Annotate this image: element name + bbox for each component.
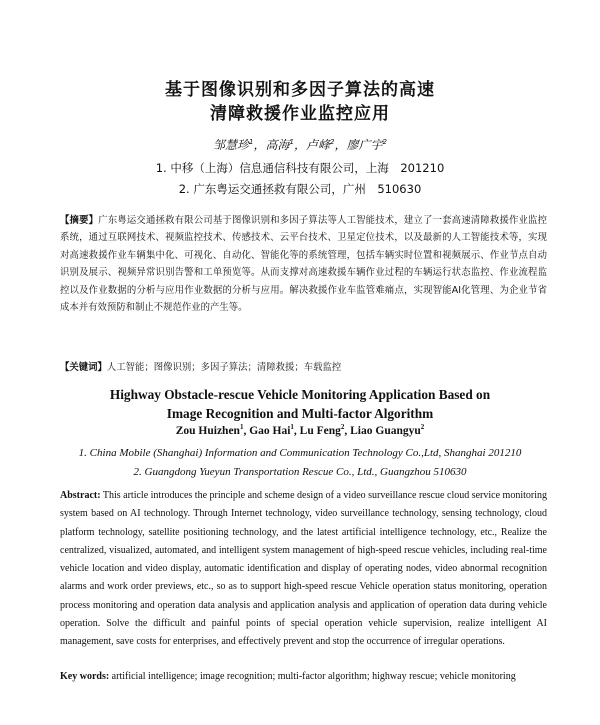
author-affiliation-mark: 1	[249, 138, 254, 146]
author-affiliation-mark: 2	[330, 138, 335, 146]
author-separator: ，	[334, 138, 347, 152]
english-abstract-label: Abstract:	[60, 490, 101, 501]
chinese-keywords	[60, 360, 547, 376]
author-name: 高海	[265, 138, 290, 152]
chinese-abstract-text: 广东粤运交通拯救有限公司基于图像识别和多因子算法等人工智能技术，建立了一套高速清障救援作业监控系统，通过互联网技术、视频监控技术、传感技术、云平台技术、卫星定位技术，以及最新的人工智能技术等，实现对高速救援作业车辆集中化、可视化、自动化、智能化等的系统管理，包括车辆实时位置和视频展示、作业节点自动识别及展示、视频异常识别告警和工单预览等。从而支撑对高速救援车辆作业过程的车辆运行状态监控、作业流程监控以及作业数据的分析与应用作业数据的分析与应用。解决救援作业车监管难痛点，实现智能AI化管理、为企业节省成本并有效预防和制止不规范作业的产生等。	[60, 215, 547, 314]
english-affiliation-2: 2. Guangdong Yueyun Transportation Rescue Co., Ltd., Guangzhou 510630	[133, 466, 467, 478]
chinese-authors	[0, 136, 600, 153]
author-separator: ，	[293, 138, 306, 152]
chinese-affiliation-2: 2. 广东粤运交通拯救有限公司，广州 510630	[178, 182, 422, 196]
author-affiliation-mark: 2	[340, 423, 345, 432]
author-name: Liao Guangyu	[350, 425, 421, 437]
english-title-line-2: Image Recognition and Multi-factor Algorithm	[166, 406, 434, 421]
chinese-title	[0, 78, 600, 126]
author-affiliation-mark: 2	[382, 138, 387, 146]
english-keywords	[60, 668, 547, 686]
english-authors	[0, 425, 600, 437]
author-name: 卢峰	[306, 138, 331, 152]
author-separator: ,	[344, 425, 351, 437]
english-keywords-text: artificial intelligence; image recognition; multi-factor algorithm; highway rescue; vehicle monitoring	[111, 671, 516, 682]
author-affiliation-mark: 1	[239, 423, 244, 432]
english-title	[0, 385, 600, 423]
chinese-keywords-text: 人工智能；图像识别；多因子算法；清障救援；车载监控	[106, 362, 342, 373]
author-name: 廖广宇	[346, 138, 383, 152]
english-keywords-label: Key words:	[60, 671, 110, 682]
chinese-affiliation-1: 1. 中移（上海）信息通信科技有限公司，上海 201210	[155, 161, 445, 175]
author-name: Zou Huizhen	[175, 425, 240, 437]
author-separator: ,	[293, 425, 300, 437]
english-abstract-text: This article introduces the principle and scheme design of a video surveillance rescue cloud service monitoring system based on AI technology. Through Internet technology, video surveillance technology, sensing technology, cloud platform technology, satellite positioning technology, and the latest artificial intelligence technology, etc., Realize the centralized, visualized, automated, and intelligent system management of high-speed rescue vehicles, including real-time vehicle location and video display, automatic identification and display of operating nodes, video abnormal recognition alarms and work order previews, etc., so as to support high-speed rescue Vehicle operation status monitoring, operation process monitoring and operation data analysis and application analysis and application of operation data during vehicle operation. Solve the difficult and painful points of special operation vehicle supervision, realize intelligent AI management, save costs for enterprises, and effectively prevent and stop the occurrence of irregular operations.	[60, 490, 547, 648]
chinese-abstract-label: 【摘要】	[60, 215, 99, 226]
chinese-keywords-label: 【关键词】	[60, 362, 107, 373]
chinese-abstract	[60, 212, 547, 316]
author-separator: ，	[253, 138, 266, 152]
author-separator: ,	[243, 425, 250, 437]
author-name: Gao Hai	[249, 425, 291, 437]
chinese-title-line-1: 基于图像识别和多因子算法的高速	[165, 80, 435, 100]
author-name: 邹慧珍	[213, 138, 250, 152]
author-name: Lu Feng	[299, 425, 341, 437]
author-affiliation-mark: 1	[290, 423, 294, 432]
chinese-title-line-2: 清障救援作业监控应用	[210, 104, 390, 124]
english-title-line-1: Highway Obstacle-rescue Vehicle Monitoring Application Based on	[109, 387, 491, 402]
author-affiliation-mark: 2	[420, 423, 425, 432]
english-abstract	[60, 487, 547, 652]
english-affiliation-1: 1. China Mobile (Shanghai) Information and Communication Technology Co.,Ltd, Shanghai 201210	[78, 447, 522, 459]
author-affiliation-mark: 1	[289, 138, 294, 146]
